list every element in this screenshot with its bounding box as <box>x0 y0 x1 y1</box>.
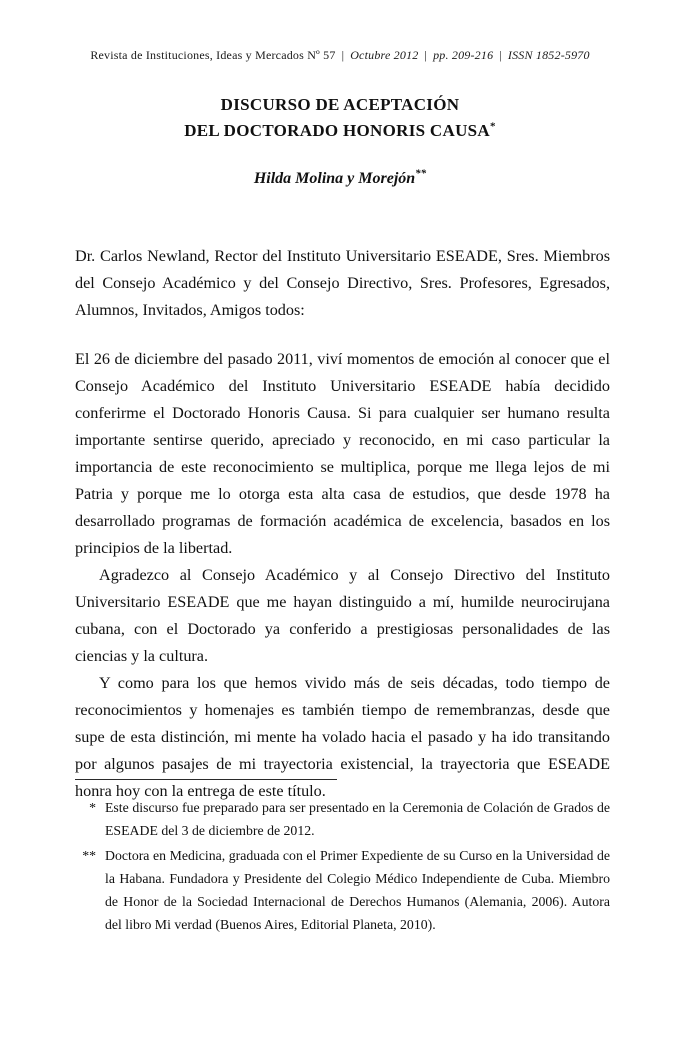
article-title <box>0 92 680 144</box>
paragraph: El 26 de diciembre del pasado 2011, viví momentos de emoción al conocer que el Consejo Académico del Instituto Universitario ESEADE había decidido conferirme el Doctorado Honoris Causa. Si para cualquier ser humano resulta importante sentirse querido, apreciado y reconocido, en mi caso particular la importancia de este reconocimiento se multiplica, porque me llega lejos de mi Patria y porque me lo otorga esta alta casa de estudios, que desde 1978 ha desarrollado programas de formación académica de excelencia, basados en los principios de la libertad. <box>75 350 610 557</box>
title-footnote-marker: * <box>490 120 496 133</box>
footnote <box>75 796 610 842</box>
author-line <box>0 167 680 188</box>
footnotes-section <box>75 779 610 938</box>
footnote <box>75 844 610 936</box>
header-separator: | <box>424 48 428 62</box>
paragraph: Agradezco al Consejo Académico y al Consejo Directivo del Instituto Universitario ESEADE que me hayan distinguido a mí, humilde neurocirujana cubana, con el Doctorado ya conferido a prestigiosas personalidades de las ciencias y la cultura. <box>75 566 610 665</box>
author-footnote-marker: ** <box>415 167 427 180</box>
footnote-marker: * <box>89 800 96 815</box>
title-line-2: DEL DOCTORADO HONORIS CAUSA* <box>184 120 496 140</box>
footnote-text: Este discurso fue preparado para ser presentado en la Ceremonia de Colación de Grados de ESEADE del 3 de diciembre de 2012. <box>105 800 610 838</box>
header-page-range: pp. 209-216 <box>433 48 494 62</box>
header-separator: | <box>341 48 345 62</box>
title-line-1: DISCURSO DE ACEPTACIÓN <box>220 95 460 114</box>
header-issue-date: Octubre 2012 <box>350 48 419 62</box>
header-issn: ISSN 1852-5970 <box>507 48 590 62</box>
journal-header <box>0 48 680 63</box>
header-separator: | <box>499 48 502 62</box>
footnote-text: Doctora en Medicina, graduada con el Primer Expediente de su Curso en la Universidad de la Habana. Fundadora y Presidente del Colegio Médico Independiente de Cuba. Miembro de Honor de la Sociedad Internacional de Derechos Humanos (Alemania, 2006). Autora del libro Mi verdad (Buenos Aires, Editorial Planeta, 2010). <box>105 848 610 932</box>
author-name: Hilda Molina y Morejón <box>253 170 416 187</box>
article-body <box>75 243 610 805</box>
journal-name: Revista de Instituciones, Ideas y Mercados Nº 57 <box>90 48 336 62</box>
footnote-divider <box>75 779 337 780</box>
footnote-marker: ** <box>82 848 96 863</box>
salutation-paragraph: Dr. Carlos Newland, Rector del Instituto Universitario ESEADE, Sres. Miembros del Consejo Académico y del Consejo Directivo, Sres. Profesores, Egresados, Alumnos, Invitados, Amigos todos: <box>75 247 610 319</box>
paragraph: Y como para los que hemos vivido más de seis décadas, todo tiempo de reconocimientos y homenajes es también tiempo de remembranzas, desde que supe de esta distinción, mi mente ha volado hacia el pasado y ha ido transitando por algunos pasajes de mi trayectoria existencial, la trayectoria que ESEADE honra hoy con la entrega de este título. <box>75 674 610 800</box>
